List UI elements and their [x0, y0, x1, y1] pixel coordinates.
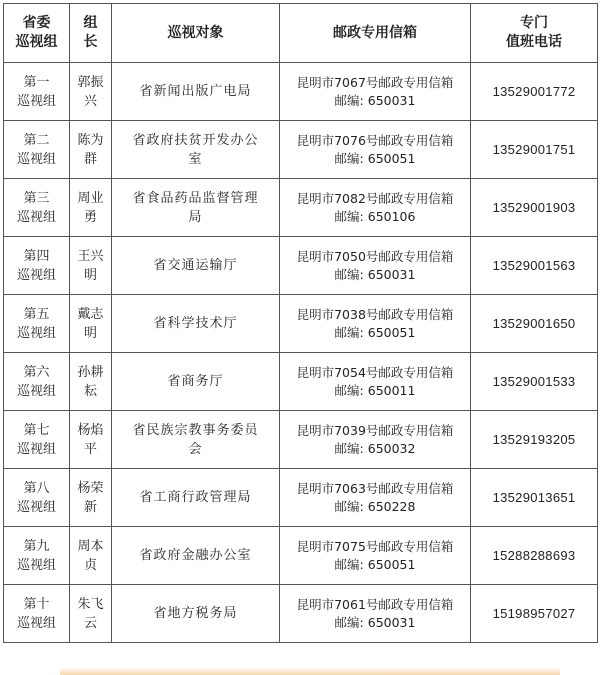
postcode-label: 邮编: [334, 324, 364, 340]
postcode-value: 650032 [367, 440, 416, 456]
mailbox-cell [280, 63, 471, 121]
group-line1: 第三 [23, 190, 50, 206]
group-line2: 巡视组 [16, 441, 56, 457]
group-line2: 巡视组 [16, 383, 56, 399]
mailbox-address: 昆明市7039号邮政专用信箱 [296, 422, 454, 438]
table-row [4, 527, 598, 585]
leader-line1: 周本 [77, 538, 104, 554]
mailbox-address: 昆明市7038号邮政专用信箱 [296, 306, 454, 322]
postcode-line [286, 266, 464, 284]
group-cell [4, 585, 70, 643]
postcode-value: 650051 [367, 324, 416, 340]
postcode-label: 邮编: [334, 440, 364, 456]
mailbox-cell [280, 179, 471, 237]
mailbox-address: 昆明市7082号邮政专用信箱 [296, 190, 454, 206]
leader-line1: 杨焰 [77, 422, 104, 438]
mailbox-address: 昆明市7050号邮政专用信箱 [296, 248, 454, 264]
header-leader [70, 4, 112, 63]
postcode-line [286, 614, 464, 632]
leader-line1: 杨荣 [77, 480, 104, 496]
postcode-value: 650228 [367, 498, 416, 514]
table-body [4, 63, 598, 643]
leader-line2: 云 [83, 615, 97, 631]
leader-cell [70, 353, 112, 411]
target-cell: 省地方税务局 [112, 585, 280, 643]
leader-line1: 周业 [77, 190, 104, 206]
group-line1: 第九 [23, 538, 50, 554]
bottom-decorative-band [60, 667, 560, 675]
phone-cell: 13529193205 [471, 411, 598, 469]
leader-line2: 群 [83, 151, 97, 167]
group-line2: 巡视组 [16, 151, 56, 167]
header-leader-line1: 组 [83, 15, 98, 31]
leader-cell [70, 121, 112, 179]
table-row [4, 353, 598, 411]
mailbox-cell [280, 353, 471, 411]
postcode-value: 650011 [367, 382, 416, 398]
group-line2: 巡视组 [16, 93, 56, 109]
postcode-label: 邮编: [334, 92, 364, 108]
group-line2: 巡视组 [16, 325, 56, 341]
mailbox-address: 昆明市7076号邮政专用信箱 [296, 132, 454, 148]
postcode-label: 邮编: [334, 556, 364, 572]
postcode-value: 650031 [367, 614, 416, 630]
group-line2: 巡视组 [16, 209, 56, 225]
group-line2: 巡视组 [16, 615, 56, 631]
phone-cell: 13529001563 [471, 237, 598, 295]
leader-line1: 王兴 [77, 248, 104, 264]
postcode-label: 邮编: [334, 498, 364, 514]
header-mailbox: 邮政专用信箱 [280, 4, 471, 63]
group-line1: 第六 [23, 364, 50, 380]
postcode-label: 邮编: [334, 150, 364, 166]
header-phone-line1: 专门 [520, 15, 548, 31]
postcode-line [286, 556, 464, 574]
phone-cell: 13529001772 [471, 63, 598, 121]
leader-line2: 耘 [83, 383, 97, 399]
leader-line2: 明 [83, 325, 97, 341]
mailbox-cell [280, 121, 471, 179]
mailbox-address: 昆明市7061号邮政专用信箱 [296, 596, 454, 612]
target-cell: 省食品药品监督管理局 [112, 179, 280, 237]
leader-line2: 贞 [83, 557, 97, 573]
leader-line1: 郭振 [77, 74, 104, 90]
group-line1: 第七 [23, 422, 50, 438]
leader-line1: 朱飞 [77, 596, 104, 612]
table-row [4, 469, 598, 527]
table-header-row [4, 4, 598, 63]
group-cell [4, 237, 70, 295]
postcode-value: 650106 [367, 208, 416, 224]
leader-cell [70, 63, 112, 121]
phone-cell: 13529001533 [471, 353, 598, 411]
postcode-line [286, 440, 464, 458]
phone-cell: 15288288693 [471, 527, 598, 585]
group-line2: 巡视组 [16, 267, 56, 283]
leader-cell [70, 179, 112, 237]
postcode-line [286, 208, 464, 226]
header-leader-line2: 长 [83, 34, 98, 50]
group-line2: 巡视组 [16, 557, 56, 573]
leader-line2: 平 [83, 441, 97, 457]
postcode-value: 650031 [367, 92, 416, 108]
header-group [4, 4, 70, 63]
group-cell [4, 295, 70, 353]
group-line1: 第十 [23, 596, 50, 612]
group-line1: 第二 [23, 132, 50, 148]
postcode-value: 650031 [367, 266, 416, 282]
header-group-line1: 省委 [22, 15, 51, 31]
group-line1: 第一 [23, 74, 50, 90]
postcode-line [286, 382, 464, 400]
mailbox-address: 昆明市7067号邮政专用信箱 [296, 74, 454, 90]
leader-cell [70, 469, 112, 527]
leader-line2: 兴 [83, 93, 97, 109]
phone-cell: 15198957027 [471, 585, 598, 643]
mailbox-cell [280, 527, 471, 585]
leader-line2: 勇 [83, 209, 97, 225]
group-cell [4, 179, 70, 237]
target-cell: 省工商行政管理局 [112, 469, 280, 527]
mailbox-cell [280, 237, 471, 295]
mailbox-cell [280, 411, 471, 469]
postcode-value: 650051 [367, 150, 416, 166]
table-row [4, 585, 598, 643]
group-cell [4, 411, 70, 469]
postcode-line [286, 92, 464, 110]
table-row [4, 63, 598, 121]
mailbox-cell [280, 469, 471, 527]
group-cell [4, 63, 70, 121]
phone-cell: 13529013651 [471, 469, 598, 527]
mailbox-cell [280, 585, 471, 643]
mailbox-cell [280, 295, 471, 353]
table-row [4, 179, 598, 237]
group-cell [4, 353, 70, 411]
group-cell [4, 527, 70, 585]
table-row [4, 237, 598, 295]
postcode-label: 邮编: [334, 382, 364, 398]
header-phone [471, 4, 598, 63]
table-row [4, 411, 598, 469]
leader-line1: 陈为 [77, 132, 104, 148]
inspection-team-table [3, 3, 598, 643]
group-line1: 第五 [23, 306, 50, 322]
leader-line1: 戴志 [77, 306, 104, 322]
group-line2: 巡视组 [16, 499, 56, 515]
leader-cell [70, 585, 112, 643]
header-group-line2: 巡视组 [15, 34, 58, 50]
leader-line1: 孙耕 [77, 364, 104, 380]
group-cell [4, 469, 70, 527]
postcode-line [286, 324, 464, 342]
group-line1: 第八 [23, 480, 50, 496]
header-target: 巡视对象 [112, 4, 280, 63]
leader-cell [70, 295, 112, 353]
mailbox-address: 昆明市7054号邮政专用信箱 [296, 364, 454, 380]
target-cell: 省商务厅 [112, 353, 280, 411]
table-row [4, 295, 598, 353]
table-row [4, 121, 598, 179]
postcode-label: 邮编: [334, 266, 364, 282]
phone-cell: 13529001751 [471, 121, 598, 179]
mailbox-address: 昆明市7075号邮政专用信箱 [296, 538, 454, 554]
target-cell: 省交通运输厅 [112, 237, 280, 295]
leader-cell [70, 411, 112, 469]
postcode-value: 650051 [367, 556, 416, 572]
postcode-label: 邮编: [334, 614, 364, 630]
postcode-label: 邮编: [334, 208, 364, 224]
postcode-line [286, 498, 464, 516]
postcode-line [286, 150, 464, 168]
group-cell [4, 121, 70, 179]
leader-line2: 新 [83, 499, 97, 515]
target-cell: 省政府金融办公室 [112, 527, 280, 585]
target-cell: 省政府扶贫开发办公室 [112, 121, 280, 179]
target-cell: 省民族宗教事务委员会 [112, 411, 280, 469]
leader-line2: 明 [83, 267, 97, 283]
phone-cell: 13529001650 [471, 295, 598, 353]
leader-cell [70, 237, 112, 295]
target-cell: 省新闻出版广电局 [112, 63, 280, 121]
mailbox-address: 昆明市7063号邮政专用信箱 [296, 480, 454, 496]
leader-cell [70, 527, 112, 585]
target-cell: 省科学技术厅 [112, 295, 280, 353]
phone-cell: 13529001903 [471, 179, 598, 237]
group-line1: 第四 [23, 248, 50, 264]
header-phone-line2: 值班电话 [506, 34, 562, 50]
